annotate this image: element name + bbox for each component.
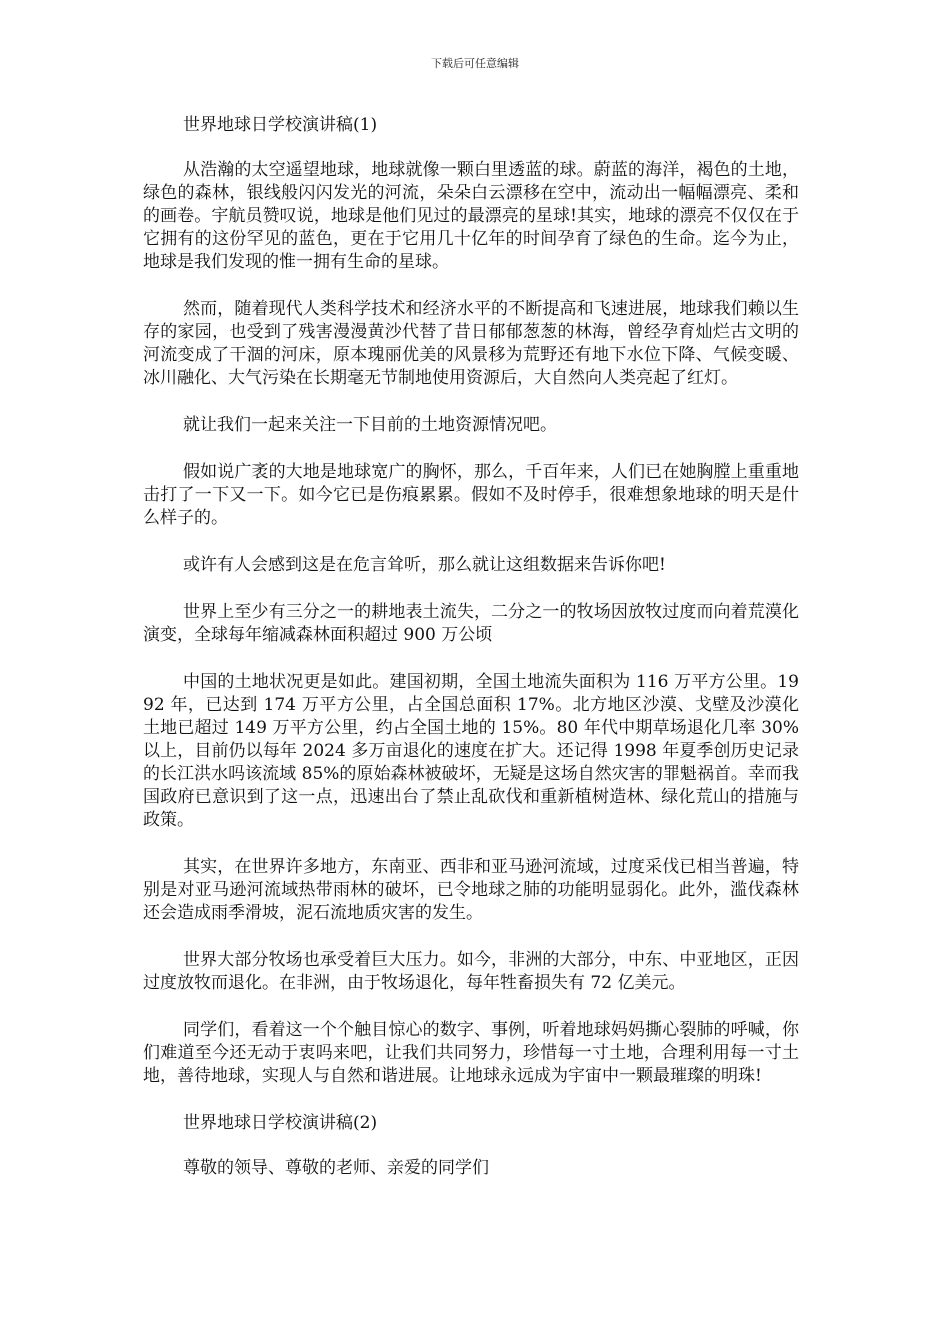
paragraph: 同学们，看着这一个个触目惊心的数字、事例，听着地球妈妈撕心裂肺的呼喊，你们难道至今还无动于衷吗来吧，让我们共同努力，珍惜每一寸土地，合理利用每一寸土地，善待地球，实现人与自然和谐进展。让地球永远成为宇宙中一颗最璀璨的明珠!: [143, 1020, 799, 1086]
paragraph: 从浩瀚的太空遥望地球，地球就像一颗白里透蓝的球。蔚蓝的海洋，褐色的土地，绿色的森林，银线般闪闪发光的河流，朵朵白云漂移在空中，流动出一幅幅漂亮、柔和的画卷。宇航员赞叹说，地球是他们见过的最漂亮的星球!其实，地球的漂亮不仅仅在于它拥有的这份罕见的蓝色，更在于它用几十亿年的时间孕育了绿色的生命。迄今为止，地球是我们发现的惟一拥有生命的星球。: [143, 160, 799, 272]
paragraph: 中国的土地状况更是如此。建国初期，全国土地流失面积为 116 万平方公里。1992 年，已达到 174 万平方公里，占全国总面积 17%。北方地区沙漠、戈壁及沙漠化土地已超过 149 万平方公里，约占全国土地的 15%。80 年代中期草场退化几率 30%以上，目前仍以每年 2024 多万亩退化的速度在扩大。还记得 1998 年夏季创历史记录的长江洪水吗该流域 85%的原始森林被破坏，无疑是这场自然灾害的罪魁祸首。幸而我国政府已意识到了这一点，迅速出台了禁止乱砍伐和重新植树造林、绿化荒山的措施与政策。: [143, 672, 799, 830]
speech-title-1: 世界地球日学校演讲稿(1): [183, 115, 378, 135]
paragraph: 世界上至少有三分之一的耕地表土流失，二分之一的牧场因放牧过度而向着荒漠化演变，全球每年缩减森林面积超过 900 万公顷: [143, 602, 799, 645]
paragraph: 然而，随着现代人类科学技术和经济水平的不断提高和飞速进展，地球我们赖以生存的家园，也受到了残害漫漫黄沙代替了昔日郁郁葱葱的林海，曾经孕育灿烂古文明的河流变成了干涸的河床，原本瑰丽优美的风景移为荒野还有地下水位下降、气候变暖、冰川融化、大气污染在长期毫无节制地使用资源后，大自然向人类亮起了红灯。: [143, 299, 799, 388]
salutation: 尊敬的领导、尊敬的老师、亲爱的同学们: [183, 1158, 489, 1178]
paragraph: 其实，在世界许多地方，东南亚、西非和亚马逊河流域，过度采伐已相当普遍，特别是对亚马逊河流域热带雨林的破坏，已令地球之肺的功能明显弱化。此外，滥伐森林还会造成雨季滑坡，泥石流地质灾害的发生。: [143, 857, 799, 923]
paragraph: 就让我们一起来关注一下目前的土地资源情况吧。: [183, 415, 557, 435]
paragraph: 假如说广袤的大地是地球宽广的胸怀，那么，千百年来，人们已在她胸膛上重重地击打了一下又一下。如今它已是伤痕累累。假如不及时停手，很难想象地球的明天是什么样子的。: [143, 462, 799, 528]
paragraph: 世界大部分牧场也承受着巨大压力。如今，非洲的大部分，中东、中亚地区，正因过度放牧而退化。在非洲，由于牧场退化，每年牲畜损失有 72 亿美元。: [143, 950, 799, 993]
document-body: [143, 114, 799, 1204]
page-header-note: 下载后可任意编辑: [431, 57, 519, 70]
speech-title-2: 世界地球日学校演讲稿(2): [183, 1113, 378, 1133]
paragraph: 或许有人会感到这是在危言耸听，那么就让这组数据来告诉你吧!: [183, 555, 666, 575]
